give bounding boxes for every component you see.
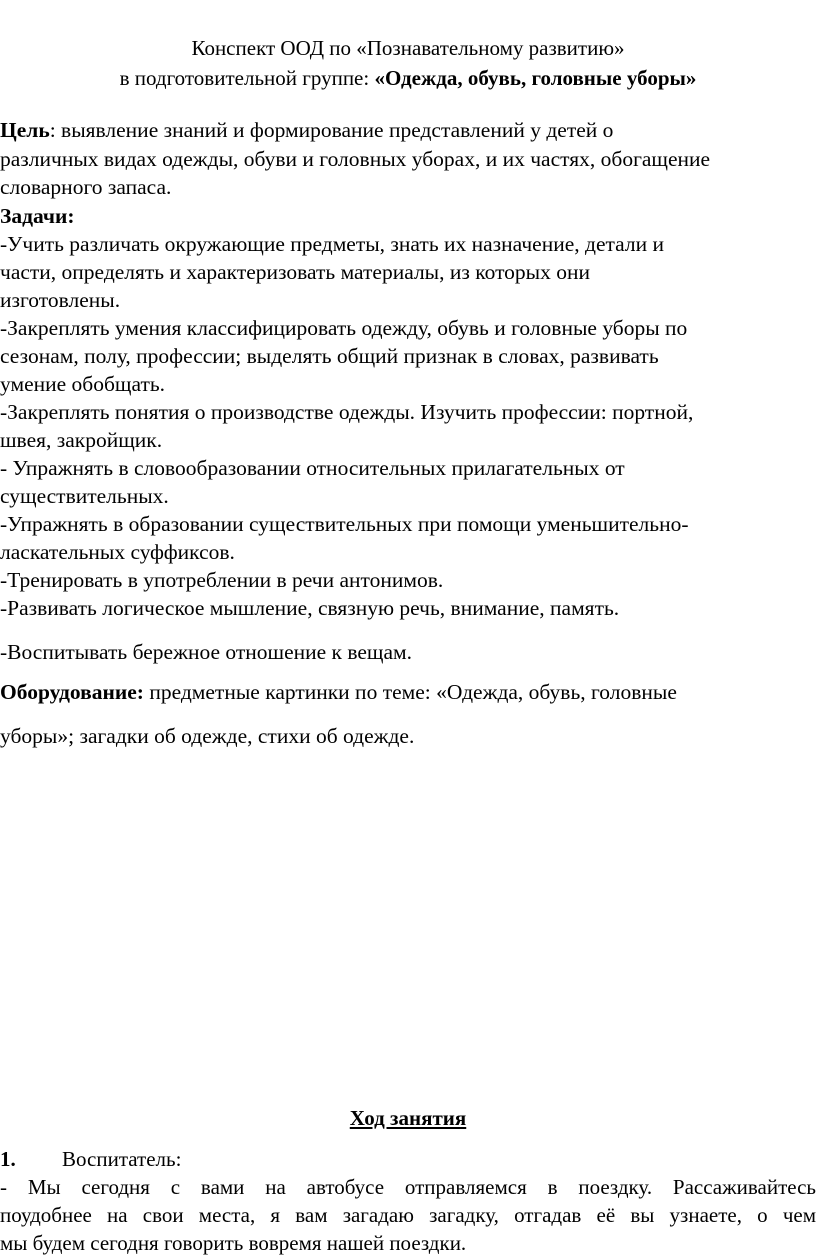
task-line: швея, закройщик.	[0, 428, 163, 452]
task-line: -Тренировать в употреблении в речи антонимов.	[0, 568, 444, 592]
document-title-line2	[0, 64, 816, 92]
speaker-label: Воспитатель:	[62, 1147, 182, 1171]
document-title-line1: Конспект ООД по «Познавательному развитию»	[191, 36, 625, 60]
goal-line-2: различных видах одежды, обуви и головных уборах, и их частях, обогащение	[0, 147, 711, 171]
task-line-upbringing: -Воспитывать бережное отношение к вещам.	[0, 640, 413, 664]
goal-label: Цель	[0, 118, 50, 142]
task-line: -Учить различать окружающие предметы, знать их назначение, детали и	[0, 232, 665, 256]
task-line: -Закреплять умения классифицировать одежду, обувь и головные уборы по	[0, 316, 688, 340]
equipment-line-1: Оборудование: предметные картинки по теме: «Одежда, обувь, головные	[0, 680, 677, 704]
task-line: ласкательных суффиксов.	[0, 540, 235, 564]
lesson-heading: Ход занятия	[349, 1106, 467, 1130]
task-line: существительных.	[0, 484, 169, 508]
task-line: -Развивать логическое мышление, связную речь, внимание, память.	[0, 596, 620, 620]
goal-line-1: Цель: выявление знаний и формирование представлений у детей о	[0, 118, 614, 142]
equipment-label: Оборудование:	[0, 680, 144, 704]
task-line: части, определять и характеризовать материалы, из которых они	[0, 260, 591, 284]
task-line: - Упражнять в словообразовании относительных прилагательных от	[0, 456, 625, 480]
equipment-line-2: уборы»; загадки об одежде, стихи об одежде.	[0, 724, 415, 748]
lesson-line: мы будем сегодня говорить вовремя нашей поездки.	[0, 1231, 467, 1255]
task-line: -Упражнять в образовании существительных при помощи уменьшительно-	[0, 512, 689, 536]
goal-line-3: словарного запаса.	[0, 175, 172, 199]
lesson-line: - Мы сегодня с вами на автобусе отправляемся в поездку. Рассаживайтесь	[0, 1175, 816, 1199]
task-line: сезонам, полу, профессии; выделять общий признак в словах, развивать	[0, 344, 659, 368]
topic-title: «Одежда, обувь, головные уборы»	[374, 66, 697, 90]
step-number: 1.	[0, 1147, 16, 1171]
group-label: в подготовительной группе:	[119, 66, 375, 90]
lesson-line: поудобнее на свои места, я вам загадаю загадку, отгадав её вы узнаете, о чем	[0, 1203, 816, 1227]
tasks-label: Задачи:	[0, 204, 75, 228]
task-line: -Закреплять понятия о производстве одежды. Изучить профессии: портной,	[0, 400, 694, 424]
task-line: изготовлены.	[0, 288, 121, 312]
task-line: умение обобщать.	[0, 372, 166, 396]
